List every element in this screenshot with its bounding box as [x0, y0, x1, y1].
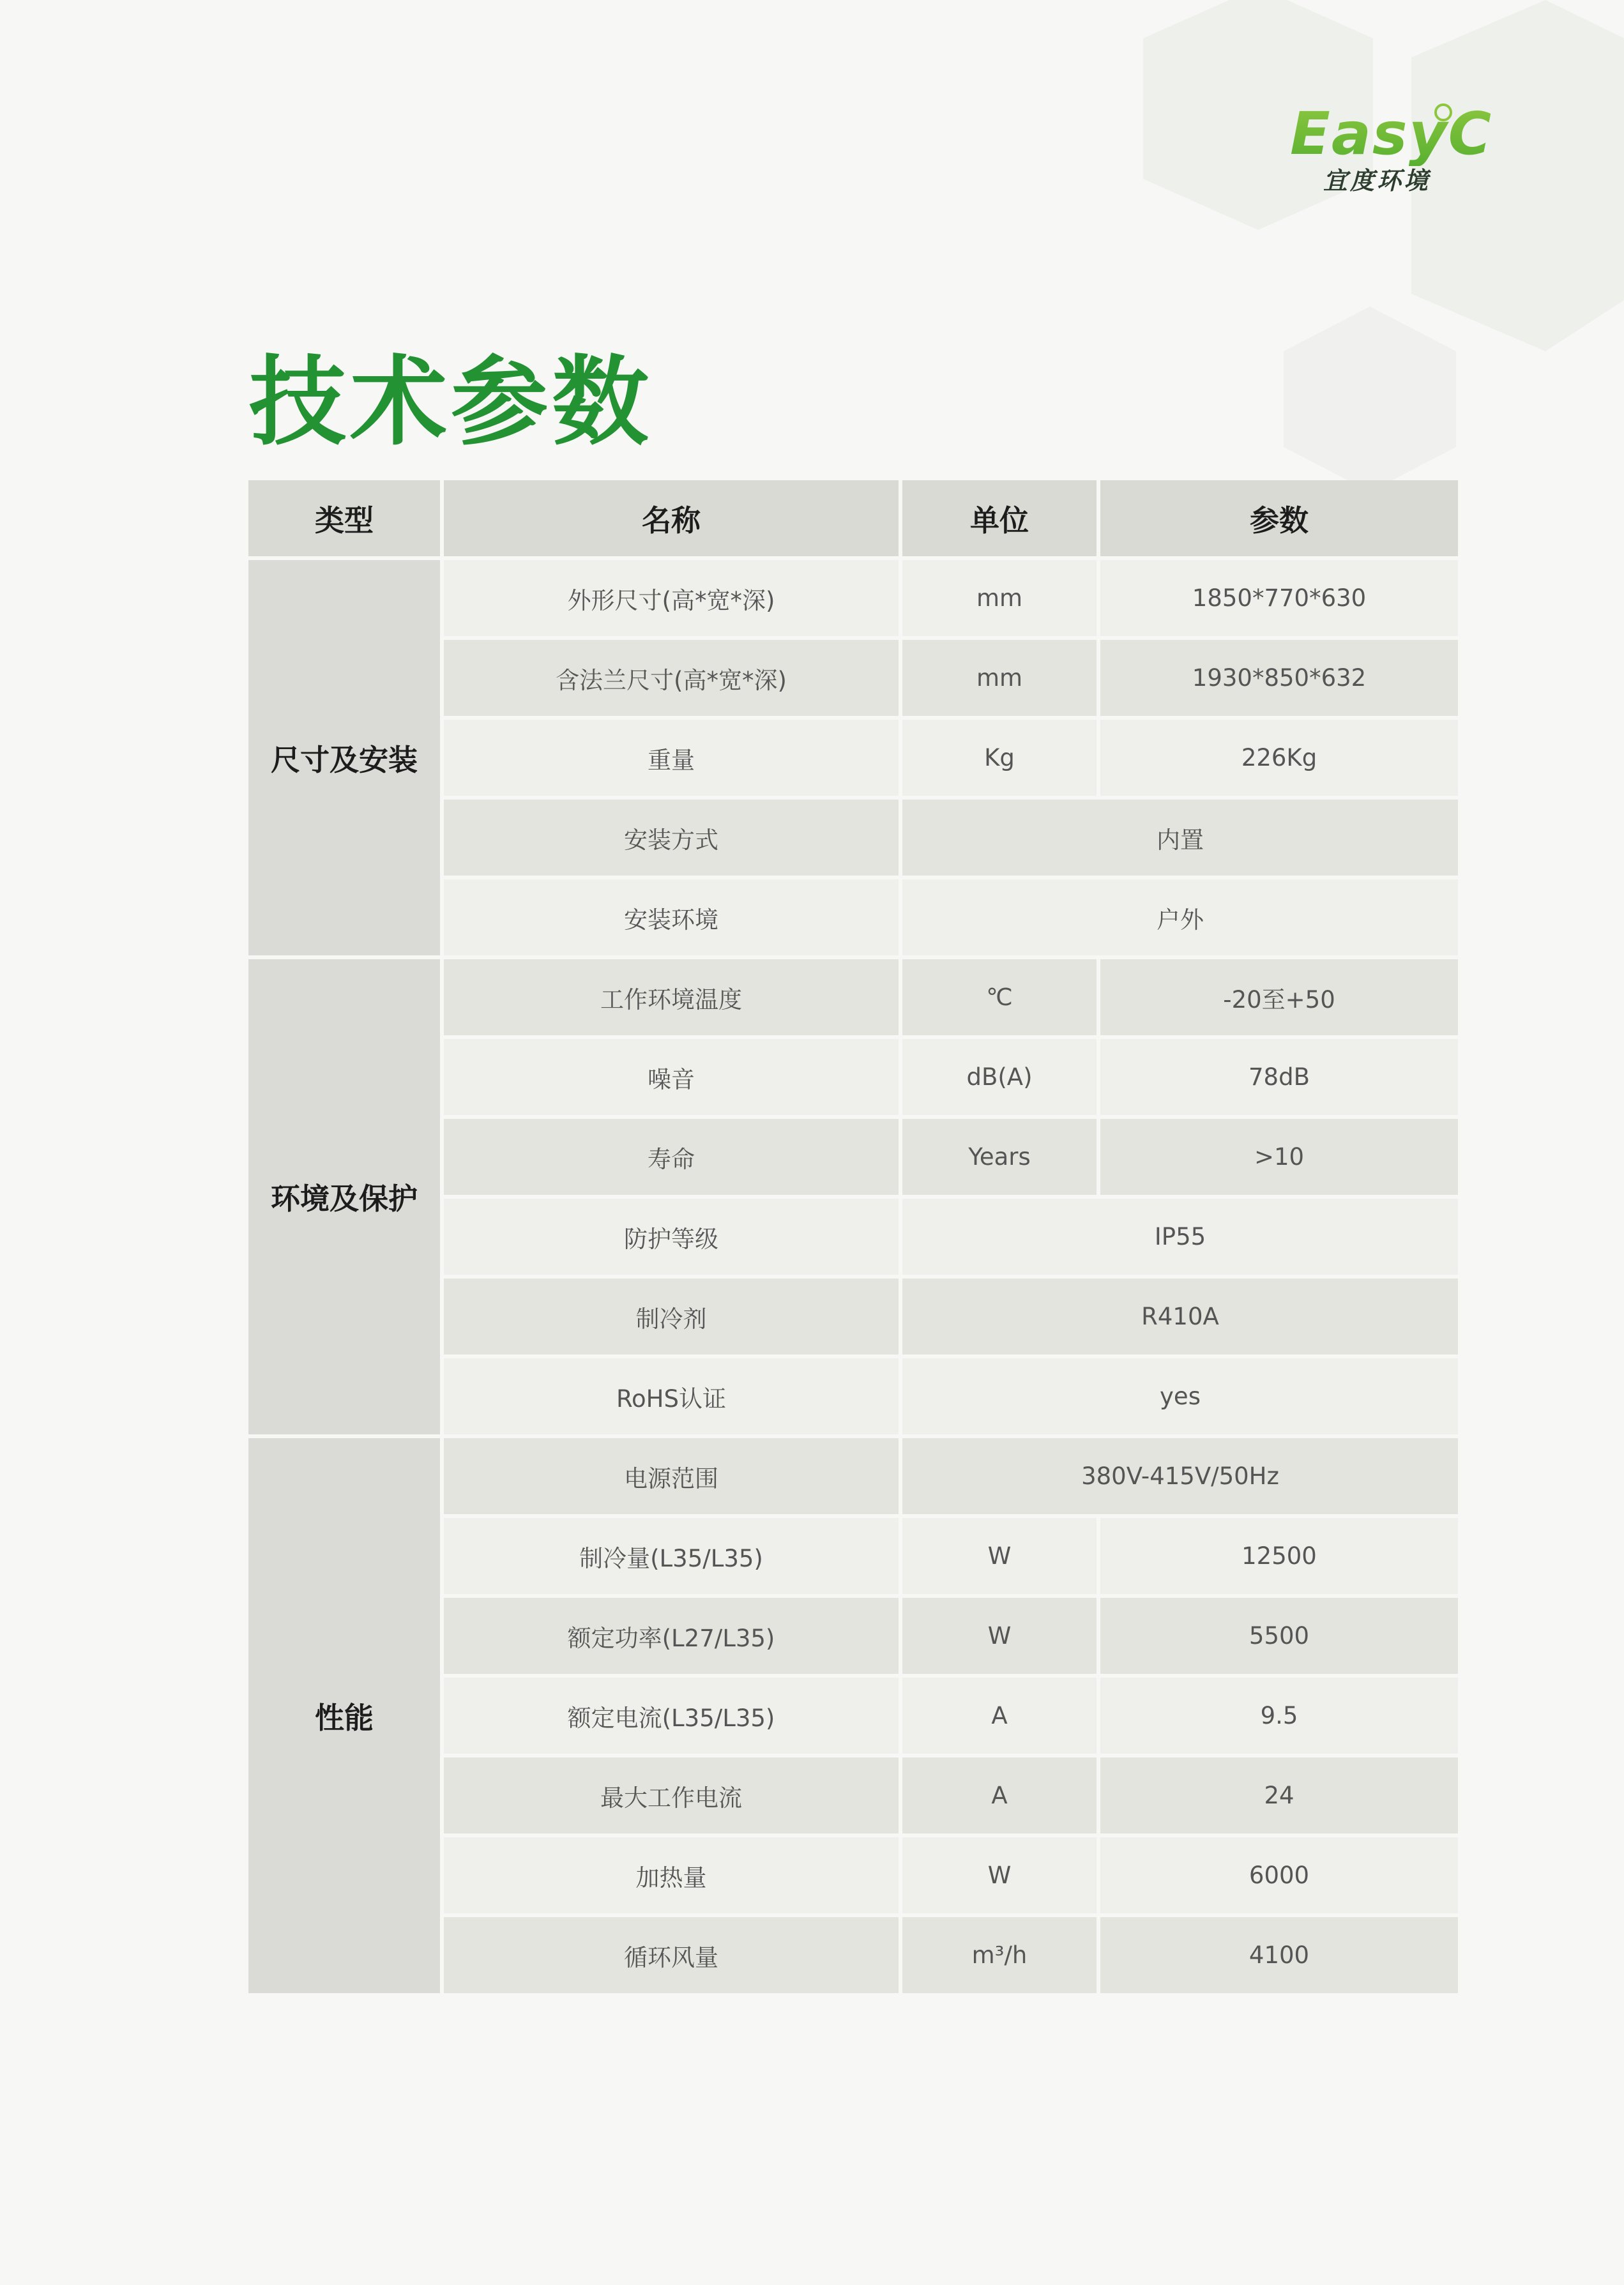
row-name: 电源范围	[444, 1438, 899, 1514]
row-name: 最大工作电流	[444, 1757, 899, 1833]
row-unit: m³/h	[902, 1917, 1097, 1993]
row-value: 6000	[1100, 1837, 1458, 1913]
row-name: 制冷量(L35/L35)	[444, 1518, 899, 1594]
logo-word: Easy	[1290, 100, 1448, 168]
row-name: 外形尺寸(高*宽*深)	[444, 560, 899, 636]
category-performance: 性能	[248, 1438, 440, 1993]
row-value: 内置	[902, 800, 1458, 876]
row-name: 重量	[444, 720, 899, 796]
brand-logo	[1284, 100, 1493, 195]
degree-ring-icon	[1434, 103, 1452, 121]
row-unit: Years	[902, 1119, 1097, 1195]
row-unit: ℃	[902, 959, 1097, 1035]
logo-wordmark	[1290, 102, 1492, 166]
row-unit: mm	[902, 560, 1097, 636]
row-value: R410A	[902, 1279, 1458, 1355]
row-value: 户外	[902, 879, 1458, 955]
row-unit: mm	[902, 640, 1097, 716]
row-name: 循环风量	[444, 1917, 899, 1993]
header-value: 参数	[1100, 480, 1458, 556]
row-value: 4100	[1100, 1917, 1458, 1993]
row-unit: dB(A)	[902, 1039, 1097, 1115]
row-value: IP55	[902, 1199, 1458, 1275]
row-unit: A	[902, 1757, 1097, 1833]
table-row	[248, 959, 1458, 1035]
table-row	[248, 560, 1458, 636]
row-name: 安装环境	[444, 879, 899, 955]
row-value: 1930*850*632	[1100, 640, 1458, 716]
row-name: 含法兰尺寸(高*宽*深)	[444, 640, 899, 716]
row-name: 额定电流(L35/L35)	[444, 1678, 899, 1754]
row-value: 12500	[1100, 1518, 1458, 1594]
page-title: 技术参数	[249, 345, 653, 459]
row-value: 9.5	[1100, 1678, 1458, 1754]
row-name: 噪音	[444, 1039, 899, 1115]
header-name: 名称	[444, 480, 899, 556]
row-unit: A	[902, 1678, 1097, 1754]
row-value: yes	[902, 1358, 1458, 1434]
row-name: 安装方式	[444, 800, 899, 876]
row-value: 24	[1100, 1757, 1458, 1833]
row-name: 防护等级	[444, 1199, 899, 1275]
table-header-row	[248, 480, 1458, 556]
row-value: 78dB	[1100, 1039, 1458, 1115]
row-unit: W	[902, 1518, 1097, 1594]
row-unit: W	[902, 1837, 1097, 1913]
row-name: 制冷剂	[444, 1279, 899, 1355]
row-value: -20至+50	[1100, 959, 1458, 1035]
row-name: 加热量	[444, 1837, 899, 1913]
logo-subtitle: 宜度环境	[1323, 167, 1431, 195]
logo-letter: C	[1448, 100, 1493, 168]
row-name: 工作环境温度	[444, 959, 899, 1035]
header-type: 类型	[248, 480, 440, 556]
row-value: >10	[1100, 1119, 1458, 1195]
row-value: 5500	[1100, 1598, 1458, 1674]
row-name: 寿命	[444, 1119, 899, 1195]
background-hexagons	[0, 0, 1624, 511]
category-env-protection: 环境及保护	[248, 959, 440, 1434]
row-value: 380V-415V/50Hz	[902, 1438, 1458, 1514]
row-value: 226Kg	[1100, 720, 1458, 796]
row-name: 额定功率(L27/L35)	[444, 1598, 899, 1674]
row-name: RoHS认证	[444, 1358, 899, 1434]
row-unit: Kg	[902, 720, 1097, 796]
hexagon-shape	[1284, 307, 1456, 492]
category-size-install: 尺寸及安装	[248, 560, 440, 955]
table-row	[248, 1438, 1458, 1514]
row-unit: W	[902, 1598, 1097, 1674]
spec-table	[245, 476, 1462, 1997]
header-unit: 单位	[902, 480, 1097, 556]
row-value: 1850*770*630	[1100, 560, 1458, 636]
